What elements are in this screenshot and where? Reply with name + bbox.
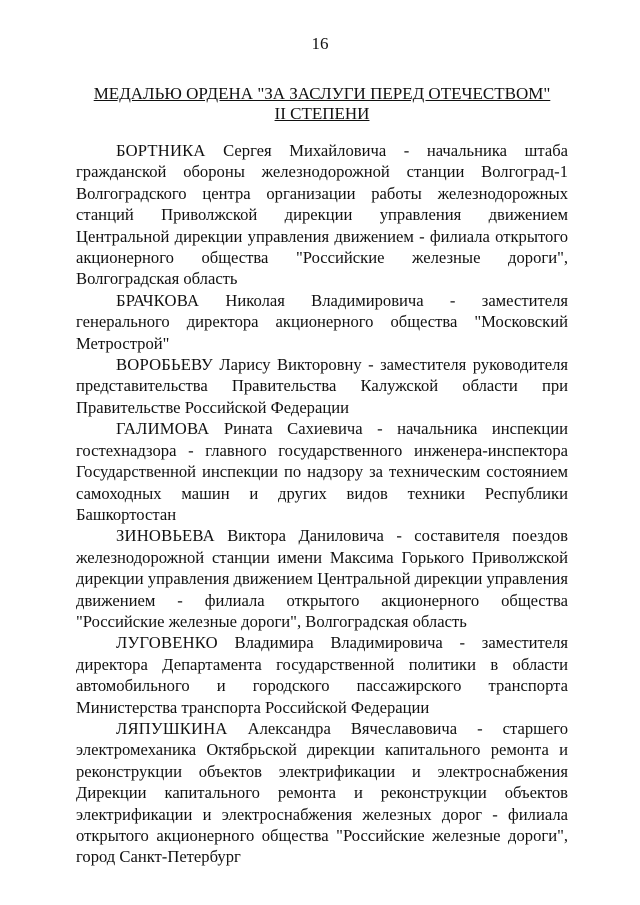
awardee-surname: БОРТНИКА [116, 141, 206, 160]
awardee-entry [76, 290, 568, 354]
page-number: 16 [311, 34, 329, 53]
awardee-details: Сергея Михайловича - начальника штаба гражданской обороны железнодорожной станции Волгоград-1 Волгоградского центра организации работы железнодорожных станций Приволжской дирекции управления движением Центральной дирекции управления движением - филиала открытого акционерного общества "Российские железные дороги", Волгоградская область [76, 141, 568, 289]
awardee-surname: ВОРОБЬЕВУ [116, 355, 213, 375]
awardee-details: Александра Вячеславовича - старшего электромеханика Октябрьской дирекции капитального ремонта и реконструкции объектов электрификации и электроснабжения Дирекции капитального ремонта и реконструкции объектов электрификации и электроснабжения железных дорог - филиала открытого акционерного общества "Российские железные дороги", город Санкт-Петербург [76, 718, 568, 867]
awardee-entry [76, 525, 568, 632]
awardee-surname: БРАЧКОВА [116, 290, 200, 310]
heading-line-1: МЕДАЛЬЮ ОРДЕНА "ЗА ЗАСЛУГИ ПЕРЕД ОТЕЧЕСТВОМ" [93, 84, 551, 103]
awardee-surname: ЗИНОВЬЕВА [116, 526, 215, 546]
awardee-entry [76, 418, 568, 525]
awardee-entry [76, 632, 568, 718]
section-heading [76, 84, 568, 124]
awardee-entry [76, 140, 568, 290]
awardee-entry [76, 718, 568, 868]
awardee-details: Рината Сахиевича - начальника инспекции гостехнадзора - главного государственного инженера-инспектора Государственной инспекции по надзору за техническим состоянием самоходных машин и других видов техники Республики Башкортостан [76, 419, 568, 524]
awardee-entry [76, 354, 568, 418]
awardee-details: Ларису Викторовну - заместителя руководителя представительства Правительства Калужской области при Правительстве Российской Федерации [76, 355, 568, 417]
awardee-details: Виктора Даниловича - составителя поездов железнодорожной станции имени Максима Горького Приволжской дирекции управления движением Центральной дирекции управления движением - филиала открытого акционерного общества "Российские железные дороги", Волгоградская область [76, 526, 568, 631]
awardee-surname: ЛУГОВЕНКО [116, 633, 218, 653]
awardee-details: Николая Владимировича - заместителя генерального директора акционерного общества "Московский Метрострой" [76, 290, 568, 353]
awardee-surname: ГАЛИМОВА [116, 419, 210, 439]
heading-line-2: II СТЕПЕНИ [274, 104, 370, 123]
awardee-list [76, 140, 568, 868]
awardee-details: Владимира Владимировича - заместителя директора Департамента государственной политики в области автомобильного и городского пассажирского транспорта Министерства транспорта Российской Федерации [76, 633, 568, 717]
awardee-surname: ЛЯПУШКИНА [116, 718, 228, 738]
